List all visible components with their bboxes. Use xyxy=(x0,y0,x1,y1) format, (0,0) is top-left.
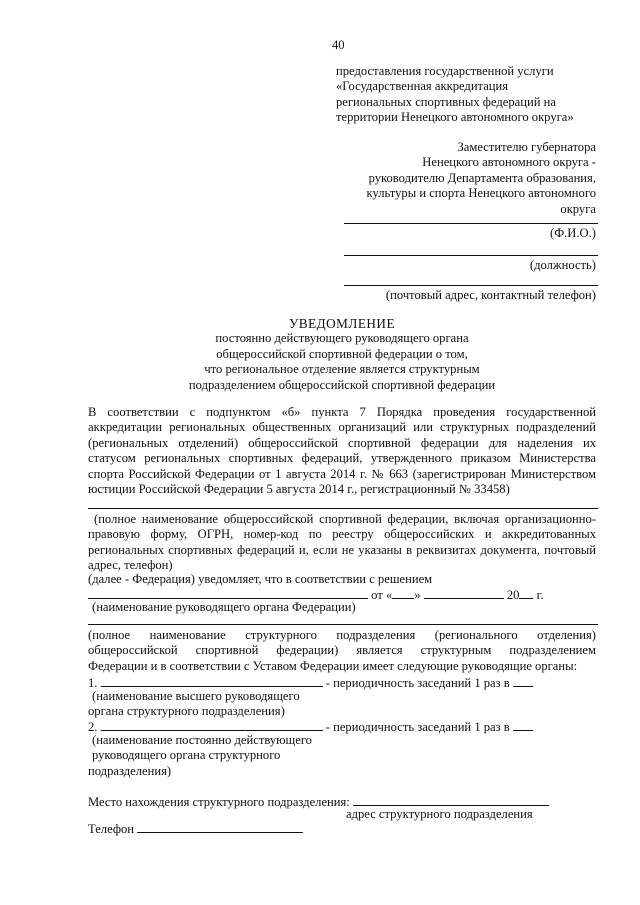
intro-line: спорта Российской Федерации от 1 августа 2014 г. № 663 (зарегистрирован Министерством xyxy=(88,466,596,481)
governing-body-1-hint-line: органа структурного подразделения) xyxy=(88,704,285,719)
governing-body-2-hint-line: (наименование постоянно действующего xyxy=(92,733,312,747)
header-line: территории Ненецкого автономного округа» xyxy=(336,110,574,125)
notice-title-block xyxy=(92,316,592,393)
decision-year-prefix: 20 xyxy=(506,588,520,602)
phone-row xyxy=(88,820,303,837)
decision-name-field[interactable] xyxy=(88,586,368,599)
addressee-line: руководителю Департамента образования, xyxy=(368,170,596,185)
governing-body-2-period: - периодичность заседаний 1 раз в xyxy=(325,720,510,734)
federation-name-line[interactable] xyxy=(88,508,598,509)
federation-hint-line: (полное наименование общероссийской спортивной федерации, включая организационно- xyxy=(94,512,596,526)
decision-day-field[interactable] xyxy=(392,586,414,599)
governing-body-hint: (наименование руководящего органа Федерации) xyxy=(92,600,356,614)
intro-paragraph xyxy=(88,405,596,497)
division-hint-line: Федерации и в соответствии с Уставом Федерации имеет следующие руководящие органы: xyxy=(88,658,578,673)
address-label: (почтовый адрес, контактный телефон) xyxy=(385,288,596,302)
notice-subtitle-line: постоянно действующего руководящего органа xyxy=(215,331,469,346)
division-hint xyxy=(88,628,596,674)
governing-body-1-period-field[interactable] xyxy=(513,674,533,687)
notify-text: (далее - Федерация) уведомляет, что в соответствии с решением xyxy=(88,572,433,586)
decision-month-field[interactable] xyxy=(424,586,504,599)
header-line: «Государственная аккредитация xyxy=(336,79,509,94)
fio-line[interactable] xyxy=(344,223,598,224)
position-line[interactable] xyxy=(344,255,598,256)
intro-line: В соответствии с подпунктом «б» пункта 7 Порядка проведения государственной xyxy=(88,405,596,419)
notice-subtitle-line: подразделением общероссийской спортивной федерации xyxy=(188,377,496,392)
governing-body-2-hint-line: подразделения) xyxy=(88,763,172,778)
governing-body-2-number: 2. xyxy=(88,720,98,734)
intro-line: (региональных отделений) общероссийской спортивной федерации для наделения их xyxy=(88,435,596,450)
notice-subtitle-line: что региональное отделение является структурным xyxy=(204,362,480,377)
position-label: (должность) xyxy=(529,258,596,272)
governing-body-1-hint xyxy=(88,689,300,720)
division-hint-line: общероссийской спортивной федерации) является структурным подразделением xyxy=(88,643,596,658)
governing-body-1-field[interactable] xyxy=(101,674,323,687)
governing-body-2-hint-line: руководящего органа структурного xyxy=(92,748,281,763)
federation-hint-line: правовую форму, ОГРН, номер-код по реестру общероссийских и аккредитованных xyxy=(88,527,596,542)
intro-line: аккредитации региональных общественных организаций или структурных подразделений xyxy=(88,420,596,435)
header-line: предоставления государственной услуги xyxy=(336,64,554,78)
addressee-line: округа xyxy=(560,201,596,216)
division-hint-line: (полное наименование структурного подразделения (регионального отделения) xyxy=(88,628,596,642)
addressee-line: культуры и спорта Ненецкого автономного xyxy=(366,186,596,201)
page-number: 40 xyxy=(332,38,345,52)
governing-body-2-period-field[interactable] xyxy=(513,718,533,731)
decision-year-suffix: г. xyxy=(536,588,544,602)
federation-hint-line: адрес, телефон) xyxy=(88,558,173,573)
decision-date-close: » xyxy=(414,588,421,602)
governing-body-1-number: 1. xyxy=(88,676,98,690)
fio-label: (Ф.И.О.) xyxy=(550,226,596,240)
governing-body-2-field[interactable] xyxy=(101,718,323,731)
notice-title: УВЕДОМЛЕНИЕ xyxy=(288,316,396,331)
appendix-header xyxy=(336,64,574,126)
phone-label: Телефон xyxy=(88,822,135,836)
address-line[interactable] xyxy=(344,285,598,286)
notice-subtitle-line: общероссийской спортивной федерации о том, xyxy=(216,346,468,361)
addressee-block xyxy=(367,140,596,217)
addressee-line: Заместителю губернатора xyxy=(457,140,596,154)
division-name-line[interactable] xyxy=(88,624,598,625)
governing-body-1-period: - периодичность заседаний 1 раз в xyxy=(325,676,510,690)
intro-line: статусом региональных спортивных федераций, утвержденного приказом Министерства xyxy=(88,451,596,466)
location-field[interactable] xyxy=(353,793,549,806)
governing-body-1-hint-line: (наименование высшего руководящего xyxy=(92,689,300,703)
header-line: региональных спортивных федераций на xyxy=(336,94,556,109)
addressee-line: Ненецкого автономного округа - xyxy=(422,155,596,170)
location-label: Место нахождения структурного подразделения: xyxy=(88,795,350,809)
federation-hint xyxy=(88,512,596,574)
phone-field[interactable] xyxy=(137,820,303,833)
governing-body-2-hint xyxy=(88,733,312,779)
intro-line: юстиции Российской Федерации 5 августа 2014 г., регистрационный № 33458) xyxy=(88,482,510,497)
federation-hint-line: региональных спортивных федераций и, если не указаны в реквизитах документа, почтовый xyxy=(88,542,596,557)
location-hint: адрес структурного подразделения xyxy=(346,807,533,821)
decision-date-from: от « xyxy=(371,588,393,602)
decision-year-field[interactable] xyxy=(519,586,533,599)
